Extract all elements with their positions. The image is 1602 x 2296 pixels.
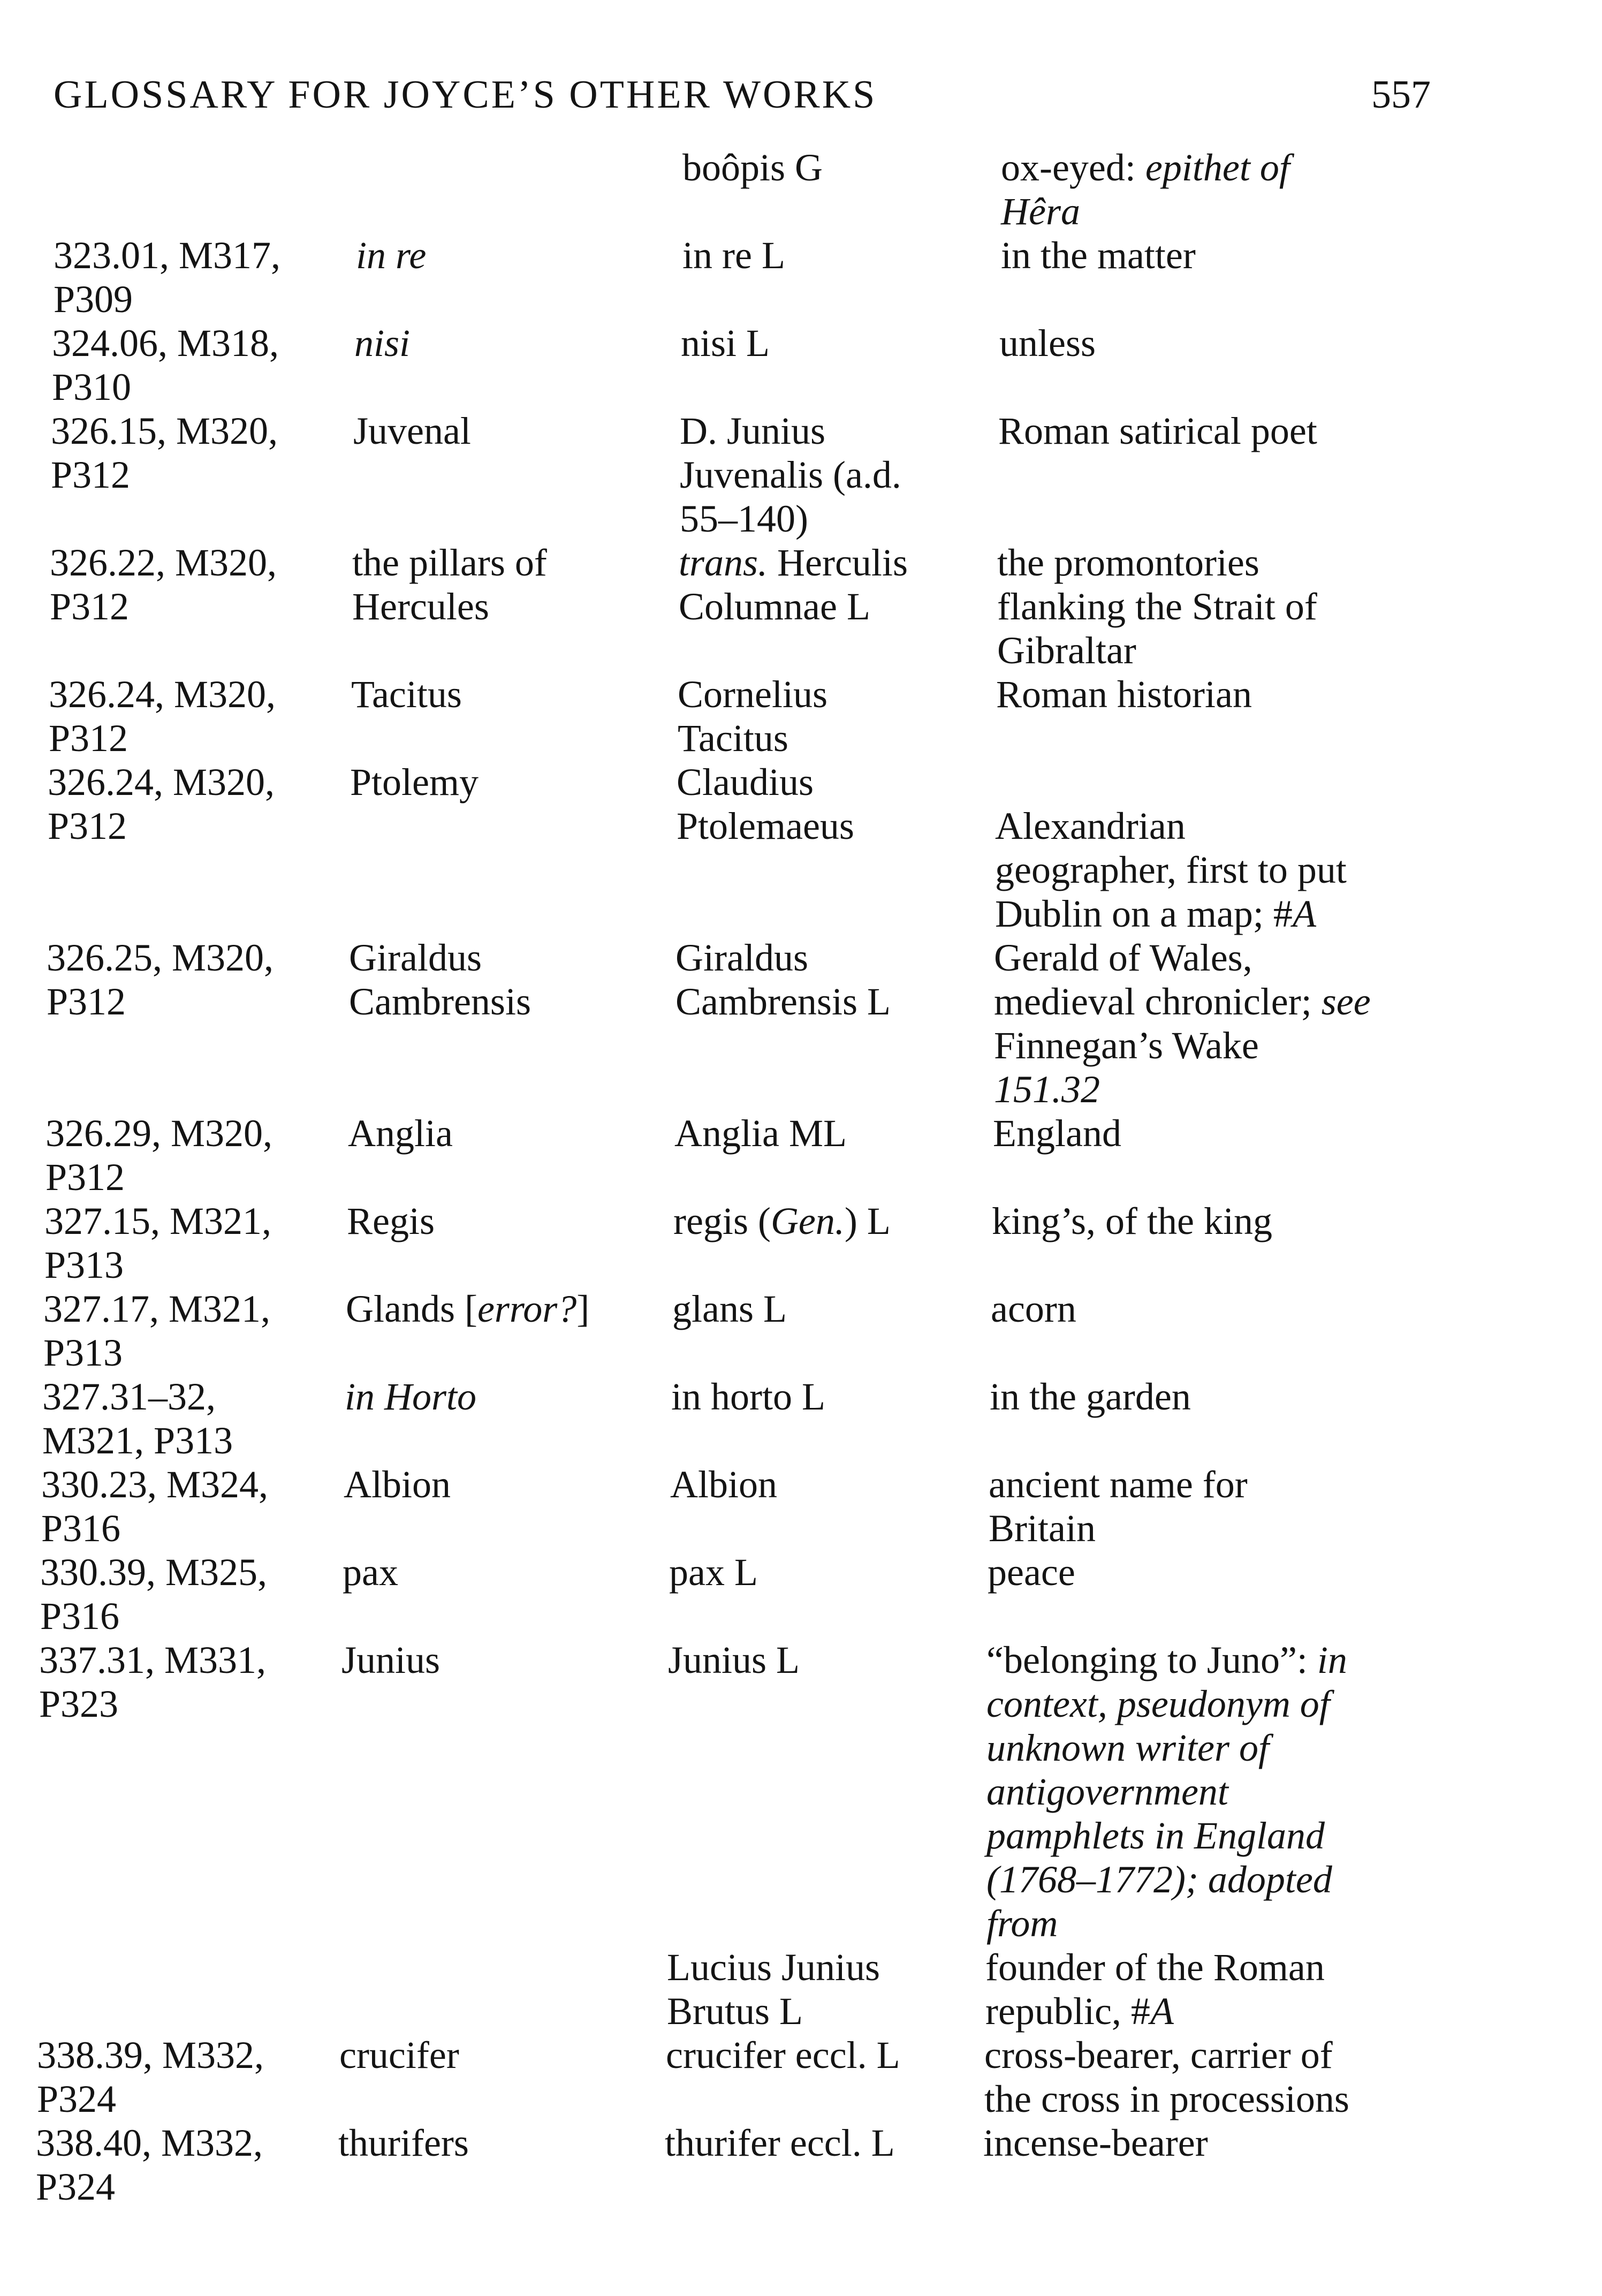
glossary-entry: [0, 409, 1602, 541]
entry-source: pax L: [669, 1551, 758, 1594]
entry-gloss: incense-bearer: [983, 2121, 1208, 2164]
entry-term: thurifers: [338, 2121, 469, 2164]
glossary-entry: [0, 1375, 1602, 1463]
entry-term: in Horto: [345, 1375, 477, 1418]
entry-reference: 323.01, M317, P309: [54, 234, 281, 321]
entry-term: crucifer: [339, 2034, 459, 2077]
entry-term: Ptolemy: [350, 761, 479, 804]
entry-gloss: Alexandrian geographer, first to put Dublin on a map; #A: [995, 805, 1347, 935]
entry-term: nisi: [354, 322, 411, 365]
entry-reference: 326.24, M320, P312: [48, 761, 275, 847]
entry-term: pax: [343, 1551, 398, 1594]
entry-reference: 326.24, M320, P312: [49, 673, 276, 760]
entry-source: nisi L: [681, 322, 770, 365]
glossary-entry: [0, 1945, 1602, 2033]
entry-source: trans. Herculis Columnae L: [679, 541, 908, 628]
entry-term: Anglia: [348, 1112, 453, 1155]
glossary-entry: [0, 233, 1602, 321]
glossary-entry: [0, 2121, 1602, 2209]
entry-gloss: in the garden: [990, 1375, 1191, 1418]
entry-term: Albion: [344, 1463, 451, 1506]
entry-reference: 327.17, M321, P313: [43, 1287, 271, 1374]
entry-term: the pillars of Hercules: [352, 541, 547, 628]
entry-source: Junius L: [668, 1639, 800, 1681]
glossary-entry: [0, 1287, 1602, 1375]
entry-term: Tacitus: [351, 673, 462, 716]
entry-gloss: ox-eyed: epithet of Hêra: [1001, 146, 1290, 233]
glossary-entry: [0, 1111, 1602, 1199]
entry-source: crucifer eccl. L: [666, 2034, 900, 2077]
entry-gloss: ancient name for Britain: [989, 1463, 1248, 1550]
entry-gloss: Gerald of Wales, medieval chronicler; see Finnegan’s Wake 151.32: [994, 936, 1371, 1111]
entry-term: Giraldus Cambrensis: [349, 936, 531, 1023]
glossary-entry: [0, 760, 1602, 936]
entry-gloss: England: [993, 1112, 1121, 1155]
entry-source: Giraldus Cambrensis L: [675, 936, 891, 1023]
entry-gloss: founder of the Roman republic, #A: [985, 1946, 1325, 2033]
glossary-entry: [0, 321, 1602, 409]
entry-reference: 326.25, M320, P312: [47, 936, 274, 1023]
glossary-entry: [0, 541, 1602, 672]
glossary-entry: [0, 2033, 1602, 2121]
entry-reference: 327.15, M321, P313: [44, 1200, 272, 1286]
entry-source: thurifer eccl. L: [665, 2121, 895, 2164]
entry-source: Lucius Junius Brutus L: [667, 1946, 880, 2033]
entry-source: in re L: [682, 234, 785, 277]
glossary-entry: [0, 936, 1602, 1111]
entry-term: in re: [356, 234, 427, 277]
entry-reference: 326.22, M320, P312: [50, 541, 277, 628]
entry-source: boôpis G: [682, 146, 823, 189]
entry-reference: 327.31–32, M321, P313: [42, 1375, 233, 1462]
entry-reference: 326.29, M320, P312: [45, 1112, 273, 1199]
glossary-entry: [0, 672, 1602, 760]
entry-gloss: “belonging to Juno”: in context, pseudonym of unknown writer of antigovernment pamphlets in England (1768–1772); adopted from: [986, 1639, 1347, 1945]
page-number: 557: [1371, 73, 1431, 117]
entry-source: regis (Gen.) L: [673, 1200, 891, 1242]
entry-gloss: in the matter: [1001, 234, 1196, 277]
entry-reference: 330.39, M325, P316: [40, 1551, 268, 1638]
entry-source: Albion: [670, 1463, 778, 1506]
entry-gloss: Roman historian: [996, 673, 1252, 716]
entry-gloss: Roman satirical poet: [998, 410, 1317, 452]
glossary-entry: [0, 1199, 1602, 1287]
glossary-entry: [0, 146, 1602, 233]
entry-source: in horto L: [671, 1375, 825, 1418]
entry-source: Anglia ML: [674, 1112, 847, 1155]
entry-source: D. Junius Juvenalis (a.d. 55–140): [680, 410, 901, 540]
glossary-entry: [0, 1638, 1602, 1945]
entry-reference: 326.15, M320, P312: [51, 410, 278, 496]
entry-term: Regis: [347, 1200, 435, 1242]
entry-reference: 338.39, M332, P324: [37, 2034, 264, 2120]
entry-source: glans L: [672, 1287, 787, 1330]
entry-term: Junius: [341, 1639, 441, 1681]
entry-term: Juvenal: [353, 410, 471, 452]
entry-reference: 330.23, M324, P316: [41, 1463, 269, 1550]
entry-reference: 338.40, M332, P324: [36, 2121, 263, 2208]
entry-gloss: acorn: [991, 1287, 1076, 1330]
running-head: GLOSSARY FOR JOYCE’S OTHER WORKS: [54, 73, 877, 117]
glossary-entry: [0, 1463, 1602, 1550]
entry-reference: 337.31, M331, P323: [39, 1639, 267, 1725]
entry-gloss: peace: [988, 1551, 1075, 1594]
entry-reference: 324.06, M318, P310: [52, 322, 279, 408]
glossary-table: [0, 146, 1602, 2209]
entry-gloss: unless: [999, 322, 1096, 365]
entry-gloss: king’s, of the king: [992, 1200, 1272, 1242]
entry-gloss: the promontories flanking the Strait of Gibraltar: [997, 541, 1317, 672]
entry-source: Cornelius Tacitus: [678, 673, 827, 760]
glossary-entry: [0, 1550, 1602, 1638]
entry-term: Glands [error?]: [346, 1287, 590, 1330]
entry-source: Claudius Ptolemaeus: [677, 761, 854, 847]
entry-gloss: cross-bearer, carrier of the cross in processions: [984, 2034, 1349, 2120]
